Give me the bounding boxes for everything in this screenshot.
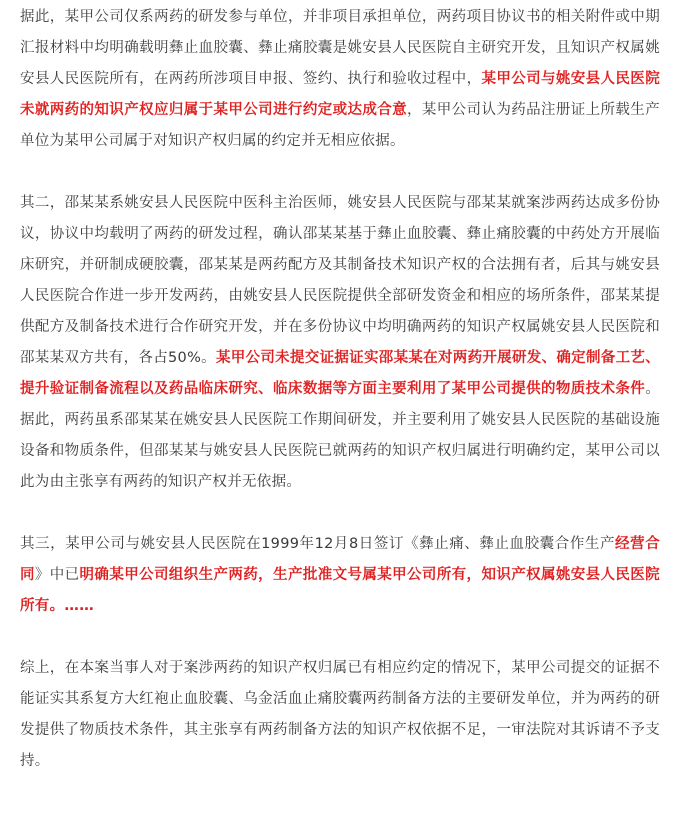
highlighted-text: 某甲公司未提交证据证实邵某某在对两药开展研发、确定制备工艺、提升验证制备流程以及药品临床研究、临床数据等方面主要利用了某甲公司提供的物质技术条件 <box>20 350 660 397</box>
text-segment: 其三，某甲公司与姚安县人民医院在1999年12月8日签订《彝止痛、彝止血胶囊合作生产 <box>20 536 616 552</box>
paragraph-summary <box>20 653 660 777</box>
text-segment: 》中已 <box>34 567 80 583</box>
highlighted-text: 经营合同 <box>20 536 660 583</box>
highlighted-text: 明确某甲公司组织生产两药，生产批准文号属某甲公司所有，知识产权属姚安县人民医院所有。…… <box>20 567 660 614</box>
highlighted-text: 某甲公司与姚安县人民医院未就两药的知识产权应归属于某甲公司进行约定或达成合意 <box>20 71 660 118</box>
text-segment: ，某甲公司认为药品注册证上所载生产单位为某甲公司属于对知识产权归属的约定并无相应依据。 <box>20 102 660 149</box>
text-segment: 据此，某甲公司仅系两药的研发参与单位，并非项目承担单位，两药项目协议书的相关附件或中期汇报材料中均明确载明彝止血胶囊、彝止痛胶囊是姚安县人民医院自主研究开发，且知识产权属姚安县人民医院所有，在两药所涉项目申报、签约、执行和验收过程中， <box>20 9 660 87</box>
text-segment: 。据此，两药虽系邵某某在姚安县人民医院工作期间研发，并主要利用了姚安县人民医院的基础设施设备和物质条件，但邵某某与姚安县人民医院已就两药的知识产权归属进行明确约定，某甲公司以此为由主张享有两药的知识产权并无依据。 <box>20 381 660 490</box>
text-segment: 综上，在本案当事人对于案涉两药的知识产权归属已有相应约定的情况下，某甲公司提交的证据不能证实其系复方大红袍止血胶囊、乌金活血止痛胶囊两药制备方法的主要研发单位，并为两药的研发提供了物质技术条件，其主张享有两药制备方法的知识产权依据不足，一审法院对其诉请不予支持。 <box>20 660 660 769</box>
paragraph-second-point <box>20 188 660 498</box>
text-segment: 其二，邵某某系姚安县人民医院中医科主治医师，姚安县人民医院与邵某某就案涉两药达成多份协议，协议中均载明了两药的研发过程，确认邵某某基于彝止血胶囊、彝止痛胶囊的中药处方开展临床研究，并研制成硬胶囊，邵某某是两药配方及其制备技术知识产权的合法拥有者，后其与姚安县人民医院合作进一步开发两药，由姚安县人民医院提供全部研发资金和相应的场所条件，邵某某提供配方及制备技术进行合作研究开发，并在多份协议中均明确两药的知识产权属姚安县人民医院和邵某某双方共有，各占50%。 <box>20 195 660 366</box>
paragraph-conclusion-lead <box>20 2 660 157</box>
paragraph-third-point <box>20 529 660 622</box>
